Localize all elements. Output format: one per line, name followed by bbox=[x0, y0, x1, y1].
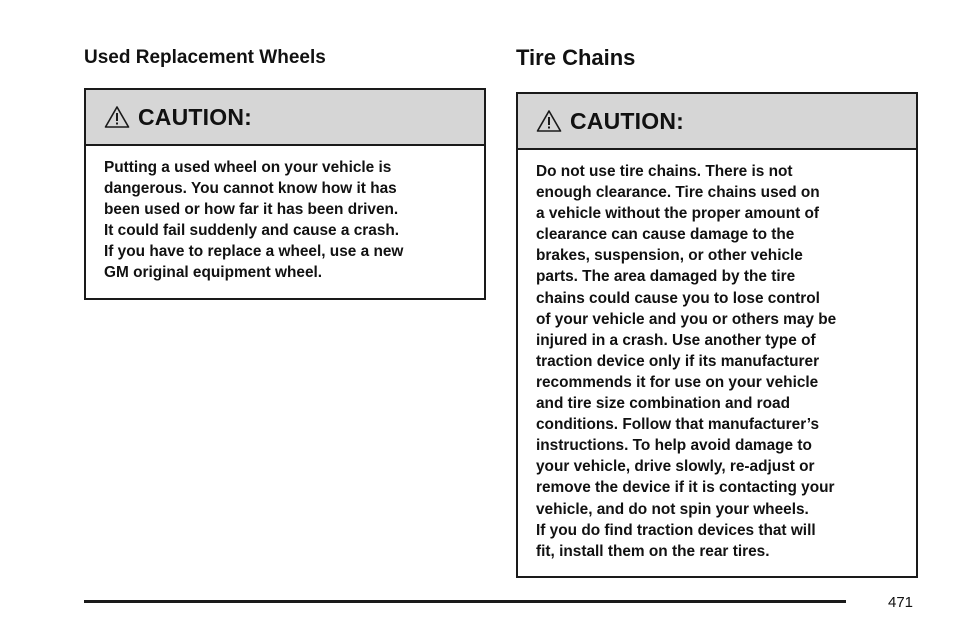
page-number: 471 bbox=[888, 594, 914, 611]
caution-line: GM original equipment wheel. bbox=[104, 264, 323, 282]
caution-line: chains could cause you to lose control bbox=[536, 289, 820, 307]
caution-line: recommends it for use on your vehicle bbox=[536, 373, 819, 391]
caution-title: CAUTION: bbox=[570, 107, 685, 134]
caution-box-wheels bbox=[84, 88, 486, 300]
warning-triangle-icon bbox=[104, 105, 130, 129]
caution-line: a vehicle without the proper amount of bbox=[536, 205, 820, 223]
caution-line: conditions. Follow that manufacturer’s bbox=[536, 416, 820, 434]
caution-line: It could fail suddenly and cause a crash. bbox=[104, 222, 400, 240]
section-heading-tire-chains: Tire Chains bbox=[516, 45, 636, 70]
caution-line: If you have to replace a wheel, use a new bbox=[104, 243, 404, 261]
caution-line: instructions. To help avoid damage to bbox=[536, 437, 812, 455]
section-heading-used-replacement-wheels: Used Replacement Wheels bbox=[84, 47, 326, 68]
caution-line: Do not use tire chains. There is not bbox=[536, 163, 793, 180]
caution-line: been used or how far it has been driven. bbox=[104, 201, 399, 219]
caution-line: and tire size combination and road bbox=[536, 395, 790, 413]
caution-text bbox=[518, 150, 916, 576]
caution-line: If you do find traction devices that will bbox=[536, 521, 816, 539]
caution-line: vehicle, and do not spin your wheels. bbox=[536, 500, 809, 518]
caution-line: injured in a crash. Use another type of bbox=[536, 331, 816, 349]
caution-line: parts. The area damaged by the tire bbox=[536, 268, 796, 286]
caution-header bbox=[518, 94, 916, 150]
caution-line: remove the device if it is contacting your bbox=[536, 479, 835, 497]
caution-line: clearance can cause damage to the bbox=[536, 226, 795, 244]
caution-text bbox=[86, 146, 484, 298]
caution-header bbox=[86, 90, 484, 146]
caution-line: traction device only if its manufacturer bbox=[536, 352, 820, 370]
caution-line: your vehicle, drive slowly, re-adjust or bbox=[536, 458, 815, 476]
caution-line: of your vehicle and you or others may be bbox=[536, 310, 837, 328]
caution-line: Putting a used wheel on your vehicle is bbox=[104, 159, 392, 176]
caution-box-tire-chains bbox=[516, 92, 918, 578]
caution-line: brakes, suspension, or other vehicle bbox=[536, 247, 803, 265]
caution-line: enough clearance. Tire chains used on bbox=[536, 184, 820, 202]
warning-triangle-icon bbox=[536, 109, 562, 133]
caution-line: dangerous. You cannot know how it has bbox=[104, 180, 397, 198]
caution-line: fit, install them on the rear tires. bbox=[536, 542, 770, 560]
footer-rule bbox=[84, 600, 846, 603]
caution-title: CAUTION: bbox=[138, 103, 253, 130]
